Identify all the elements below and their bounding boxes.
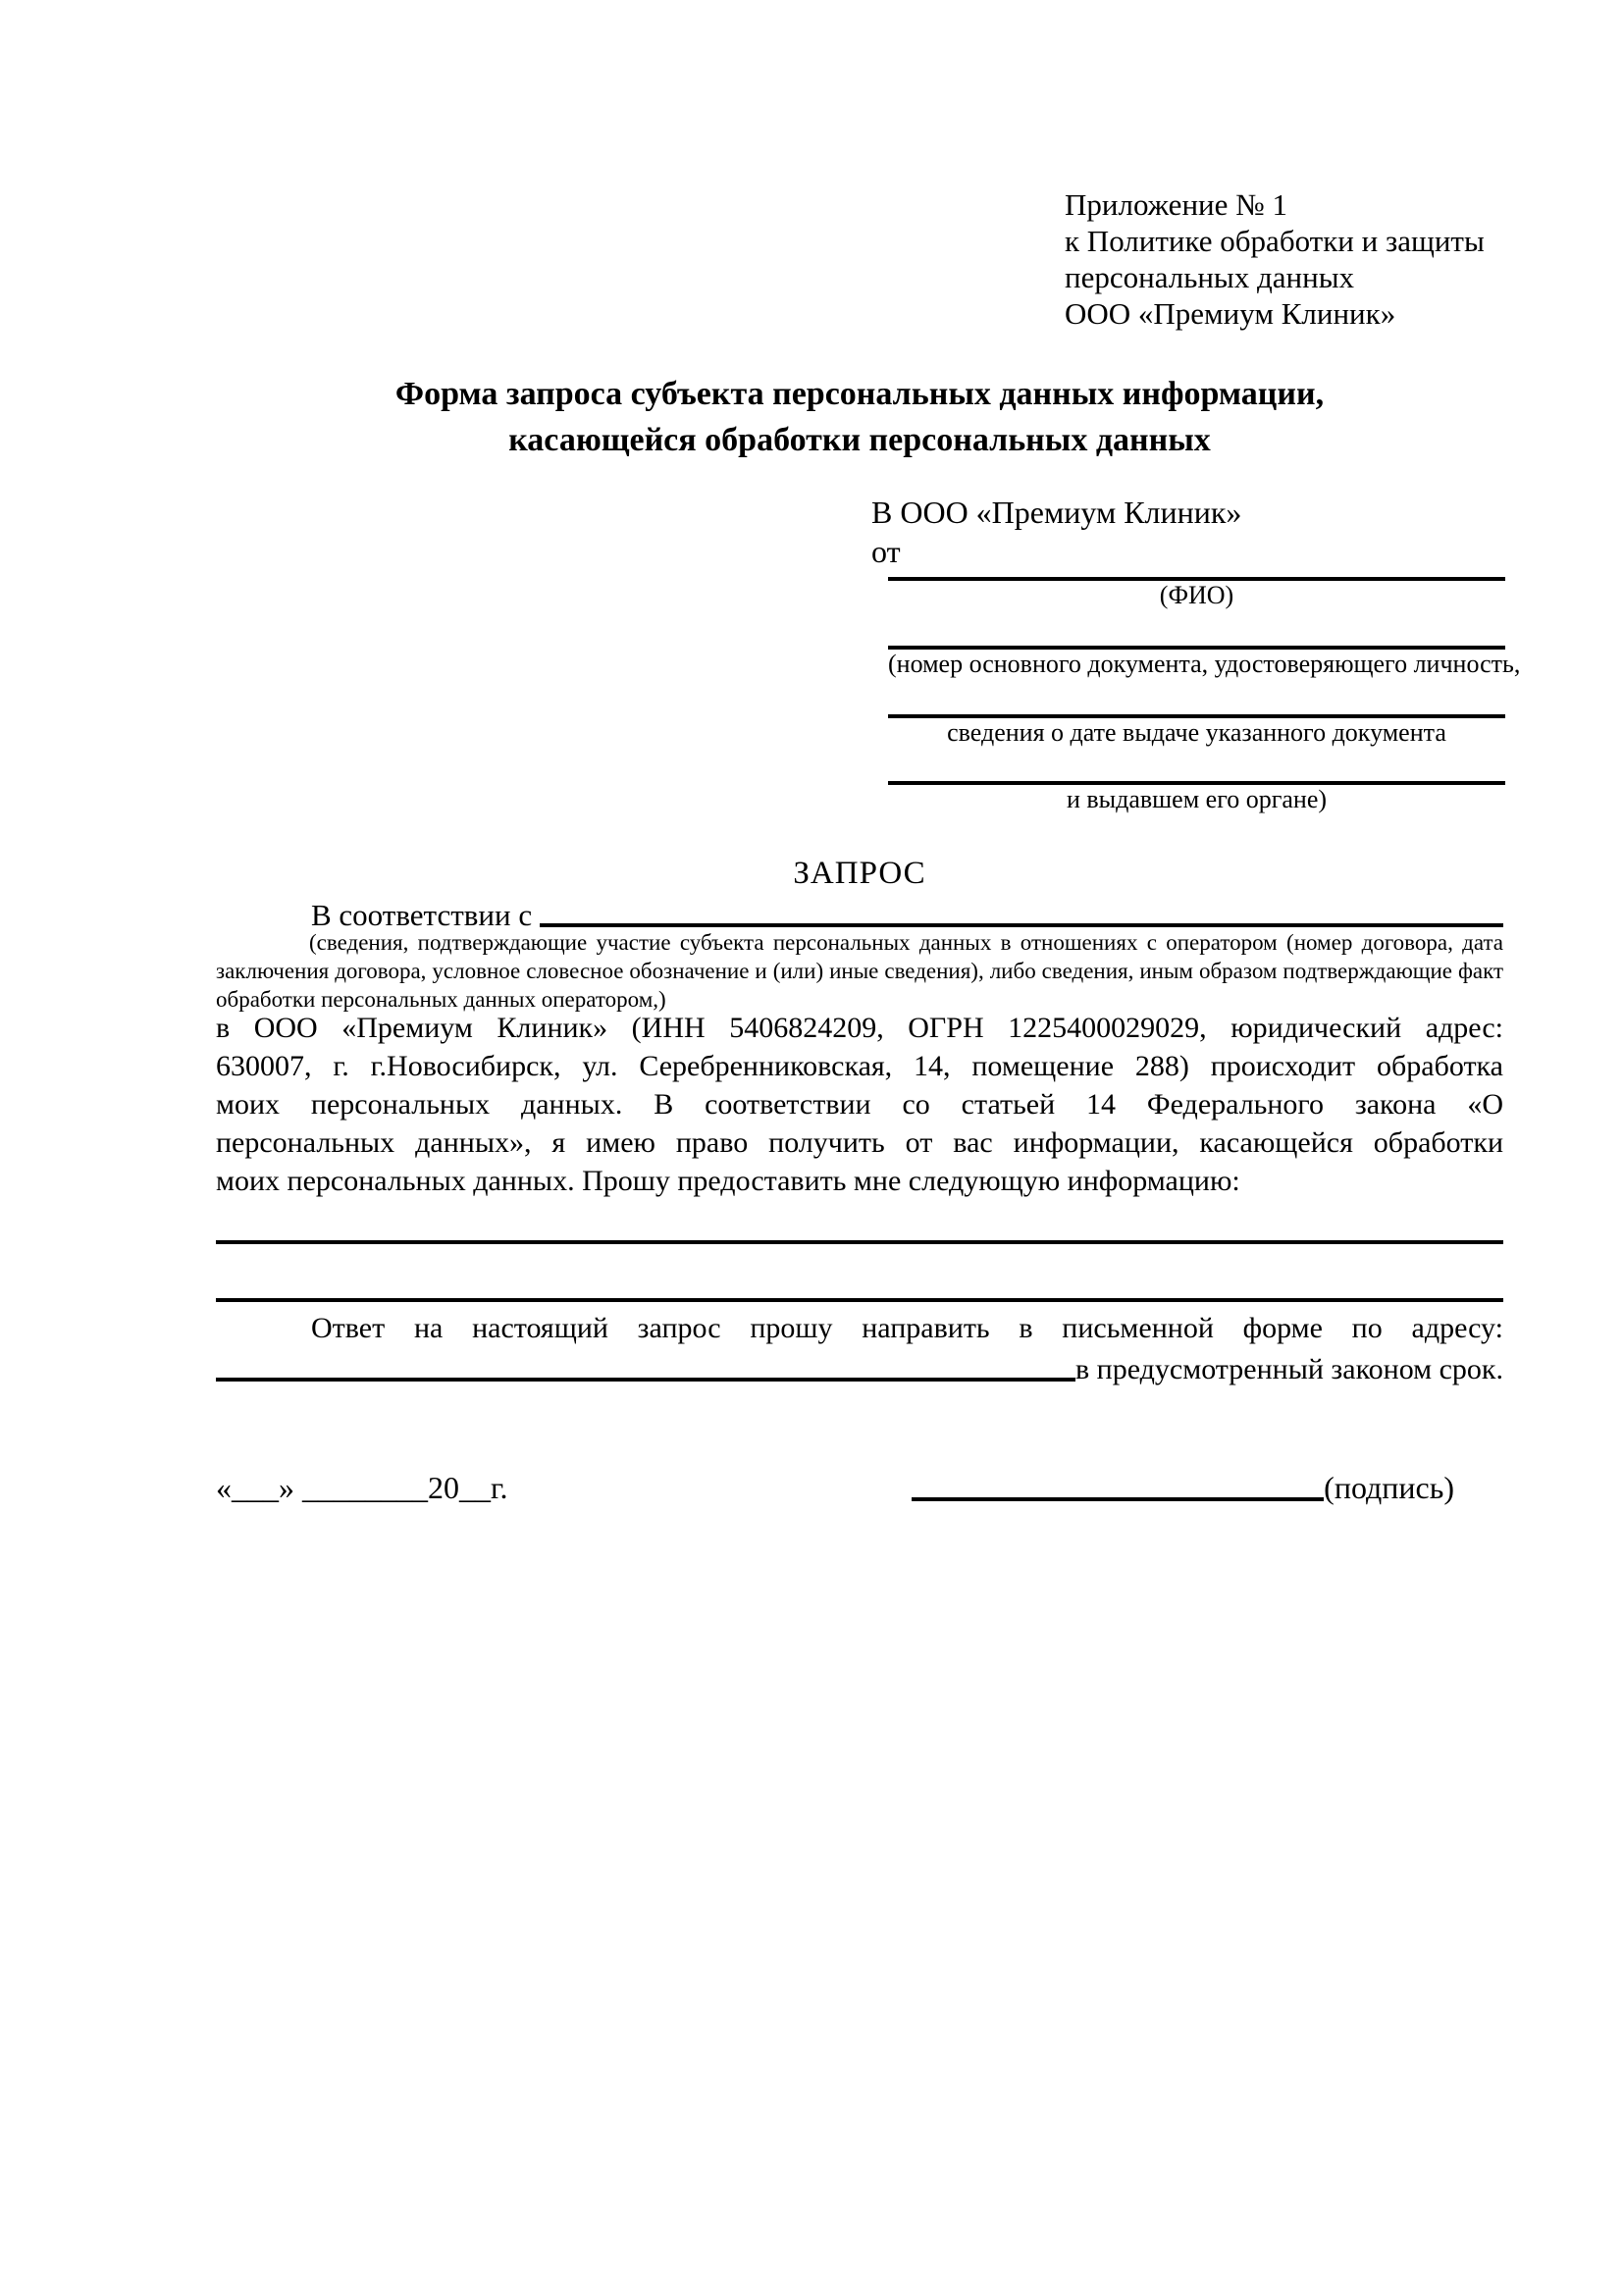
issue-date-blank-line: [888, 708, 1505, 718]
issuing-authority-caption: и выдавшем его органе): [1066, 785, 1328, 813]
appendix-note-line: персональных данных: [1065, 260, 1355, 294]
request-body-line: в ООО «Премиум Клиник» (ИНН 5406824209, ОГРН 1225400029029, юридический адрес:: [216, 1012, 1503, 1044]
accordance-blank-line: [540, 896, 1503, 927]
date-blank-line: «___» ________20__г.: [216, 1470, 508, 1505]
explanatory-note-line: обработки персональных данных оператором,): [216, 987, 666, 1012]
reply-paragraph: [216, 1309, 1503, 1389]
explanatory-note-line: (сведения, подтверждающие участие субъекта персональных данных в отношениях с оператором (номер договора, дата: [309, 930, 1503, 955]
issuing-authority-blank-line: [888, 775, 1505, 785]
appendix-note-line: ООО «Премиум Клиник»: [1065, 296, 1396, 331]
reply-tail: в предусмотренный законом срок.: [1075, 1353, 1503, 1385]
document-number-caption: (номер основного документа, удостоверяющего личность,: [888, 650, 1521, 678]
document-title: [216, 371, 1503, 463]
signature-blank-line: [912, 1464, 1324, 1501]
requested-info-blank-line-1: [216, 1240, 1503, 1244]
request-body: [216, 1009, 1503, 1200]
signature-area: [912, 1464, 1454, 1507]
request-heading: ЗАПРОС: [793, 856, 926, 891]
explanatory-note-line: заключения договора, условное словесное обозначение и (или) иные сведения), либо сведения, иным образом подтверждающие факт: [216, 959, 1503, 983]
address-blank-line: [216, 1348, 1075, 1382]
request-body-line: 630007, г. г.Новосибирск, ул. Серебренниковская, 14, помещение 288) происходит обработка: [216, 1050, 1503, 1082]
request-body-line: моих персональных данных. Прошу предоставить мне следующую информацию:: [216, 1165, 1240, 1197]
document-number-blank-line: [888, 640, 1505, 650]
appendix-note: [1065, 186, 1485, 332]
signature-row: [216, 1464, 1503, 1507]
fio-caption: (ФИО): [1159, 581, 1234, 609]
appendix-note-line: Приложение № 1: [1065, 187, 1287, 222]
reply-intro: Ответ на настоящий запрос прошу направить в письменной форме по адресу:: [311, 1312, 1503, 1344]
addressee-block: [871, 493, 1521, 814]
addressee-to: В ООО «Премиум Клиник»: [871, 495, 1242, 530]
document-title-line: Форма запроса субъекта персональных данных информации,: [394, 376, 1325, 412]
reply-address-row: [216, 1348, 1503, 1389]
appendix-note-line: к Политике обработки и защиты: [1065, 224, 1485, 258]
explanatory-note: [216, 928, 1503, 1014]
request-body-line: моих персональных данных. В соответствии со статьей 14 Федерального закона «О: [216, 1088, 1503, 1121]
addressee-from-label: от: [871, 534, 901, 569]
fio-blank-line: [888, 571, 1505, 581]
signature-caption: (подпись): [1324, 1470, 1454, 1505]
issue-date-caption: сведения о дате выдаче указанного документа: [947, 718, 1446, 747]
request-body-line: персональных данных», я имею право получить от вас информации, касающейся обработки: [216, 1126, 1503, 1159]
accordance-label: В соответствии с: [311, 898, 533, 932]
requested-info-blank-line-2: [216, 1298, 1503, 1302]
document-title-line: касающейся обработки персональных данных: [508, 422, 1211, 458]
